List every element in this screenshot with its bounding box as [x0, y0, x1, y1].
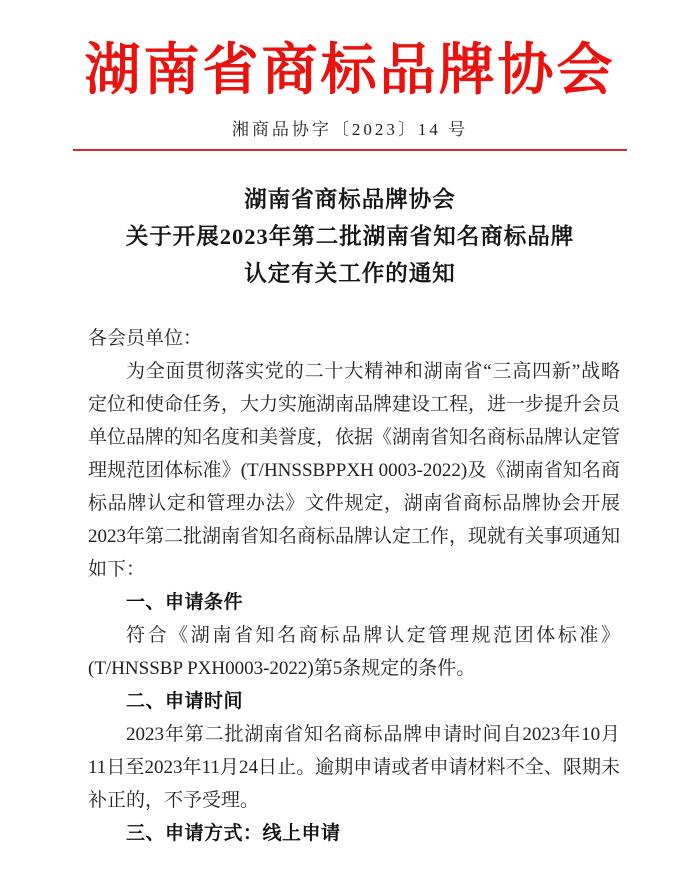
- section-heading: 一、申请条件: [126, 592, 244, 613]
- body-line: (T/HNSSBP PXH0003-2022)第5条规定的条件。: [88, 658, 476, 679]
- body-line: 定位和使命任务，大力实施湖南品牌建设工程，进一步提升会员: [88, 394, 621, 415]
- body-line: 2023年第二批湖南省知名商标品牌申请时间自2023年10月: [126, 724, 620, 745]
- document-number: 湘商品协字〔2023〕14 号: [231, 120, 469, 139]
- body-line: 补正的，不予受理。: [88, 790, 260, 811]
- body-line: 单位品牌的知名度和美誉度，依据《湖南省知名商标品牌认定管: [88, 427, 621, 448]
- document-title: [0, 181, 700, 292]
- body-line: 标品牌认定和管理办法》文件规定，湖南省商标品牌协会开展: [88, 493, 620, 514]
- document-title-line-2: 关于开展2023年第二批湖南省知名商标品牌: [125, 224, 575, 249]
- letterhead-org-name: 湖南省商标品牌协会: [84, 40, 616, 102]
- body-line: 2023年第二批湖南省知名商标品牌认定工作，现就有关事项通知: [88, 526, 621, 547]
- document-title-line-1: 湖南省商标品牌协会: [244, 187, 456, 212]
- body-line: 如下：: [88, 559, 146, 580]
- section-heading: 二、申请时间: [126, 691, 244, 712]
- body-line: 理规范团体标准》(T/HNSSBPPXH 0003-2022)及《湖南省知名商: [88, 460, 620, 481]
- document-title-line-3: 认定有关工作的通知: [244, 261, 456, 286]
- body-line: 11日至2023年11月24日止。逾期申请或者申请材料不全、限期未: [88, 757, 620, 778]
- body-line: 符合《湖南省知名商标品牌认定管理规范团体标准》: [126, 625, 620, 646]
- section-heading: 三、申请方式：线上申请: [126, 823, 341, 844]
- notice-document-page: [0, 34, 700, 885]
- body-text: [0, 322, 700, 850]
- letterhead-divider: [73, 149, 627, 151]
- body-line: 为全面贯彻落实党的二十大精神和湖南省“三高四新”战略: [126, 361, 620, 382]
- body-line: 各会员单位：: [88, 328, 203, 349]
